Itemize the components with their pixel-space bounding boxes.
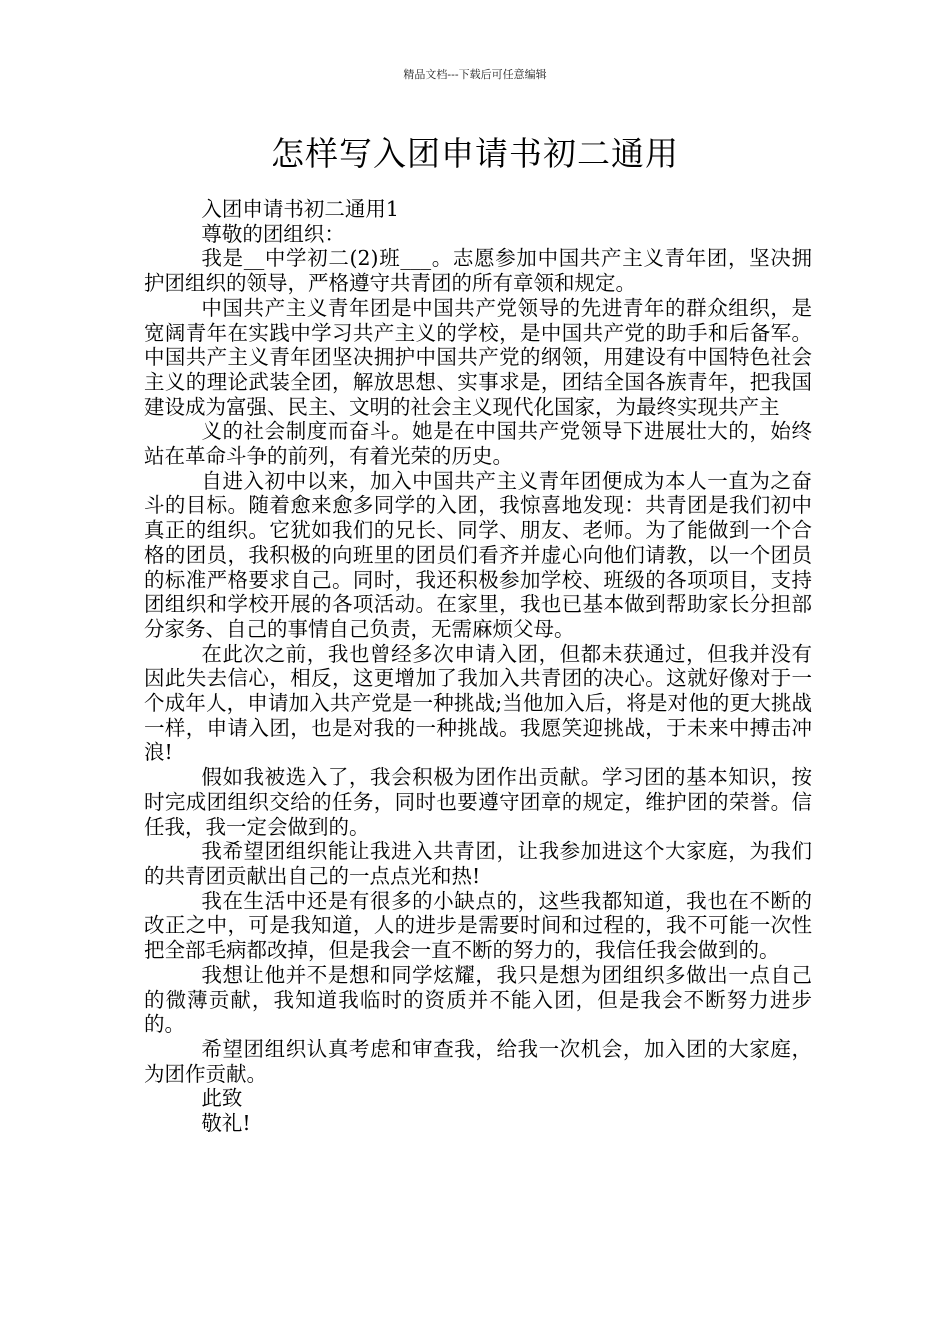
paragraph: 中国共产主义青年团是中国共产党领导的先进青年的群众组织，是宽阔青年在实践中学习共产主义的学校，是中国共产党的助手和后备军。中国共产主义青年团坚决拥护中国共产党的纲领，用建设有中国特色社会主义的理论武装全团，解放思想、实事求是，团结全国各族青年，把我国建设成为富强、民主、文明的社会主义现代化国家，为最终实现共产主	[144, 295, 812, 419]
paragraph: 我在生活中还是有很多的小缺点的，这些我都知道，我也在不断的改正之中，可是我知道，人的进步是需要时间和过程的，我不可能一次性把全部毛病都改掉，但是我会一直不断的努力的，我信任我会做到的。	[144, 888, 812, 963]
document-title: 怎样写入团申请书初二通用	[271, 134, 679, 173]
paragraph: 假如我被选入了，我会积极为团作出贡献。学习团的基本知识，按时完成团组织交给的任务，同时也要遵守团章的规定，维护团的荣誉。信任我，我一定会做到的。	[144, 765, 812, 839]
closing-greeting: 敬礼!	[201, 1111, 251, 1136]
paragraph: 我是__中学初二(2)班___。志愿参加中国共产主义青年团，坚决拥护团组织的领导，严格遵守共青团的所有章领和规定。	[144, 246, 812, 296]
page-header-note: 精品文档---下载后可任意编辑	[403, 68, 547, 81]
paragraph: 义的社会制度而奋斗。她是在中国共产党领导下进展壮大的，始终站在革命斗争的前列，有着光荣的历史。	[144, 419, 812, 469]
paragraph-salutation: 尊敬的团组织：	[201, 221, 345, 246]
paragraph: 我想让他并不是想和同学炫耀，我只是想为团组织多做出一点自己的微薄贡献，我知道我临时的资质并不能入团，但是我会不断努力进步的。	[144, 962, 812, 1037]
paragraph: 我希望团组织能让我进入共青团，让我参加进这个大家庭，为我们的共青团贡献出自己的一点点光和热!	[144, 839, 812, 888]
document-body	[144, 197, 812, 1136]
paragraph: 希望团组织认真考虑和审查我，给我一次机会，加入团的大家庭，为团作贡献。	[144, 1036, 812, 1086]
paragraph-subtitle: 入团申请书初二通用1	[201, 197, 399, 221]
closing-line: 此致	[201, 1086, 243, 1111]
paragraph: 在此次之前，我也曾经多次申请入团，但都未获通过，但我并没有因此失去信心，相反，这更增加了我加入共青团的决心。这就好像对于一个成年人，申请加入共产党是一种挑战;当他加入后，将是对他的更大挑战一样，申请入团，也是对我的一种挑战。我愿笑迎挑战，于未来中搏击冲浪!	[144, 641, 812, 765]
paragraph: 自进入初中以来，加入中国共产主义青年团便成为本人一直为之奋斗的目标。随着愈来愈多同学的入团，我惊喜地发现：共青团是我们初中真正的组织。它犹如我们的兄长、同学、朋友、老师。为了能做到一个合格的团员，我积极的向班里的团员们看齐并虚心向他们请教，以一个团员的标准严格要求自己。同时，我还积极参加学校、班级的各项项目，支持团组织和学校开展的各项活动。在家里，我也已基本做到帮助家长分担部分家务、自己的事情自己负责，无需麻烦父母。	[144, 468, 812, 641]
